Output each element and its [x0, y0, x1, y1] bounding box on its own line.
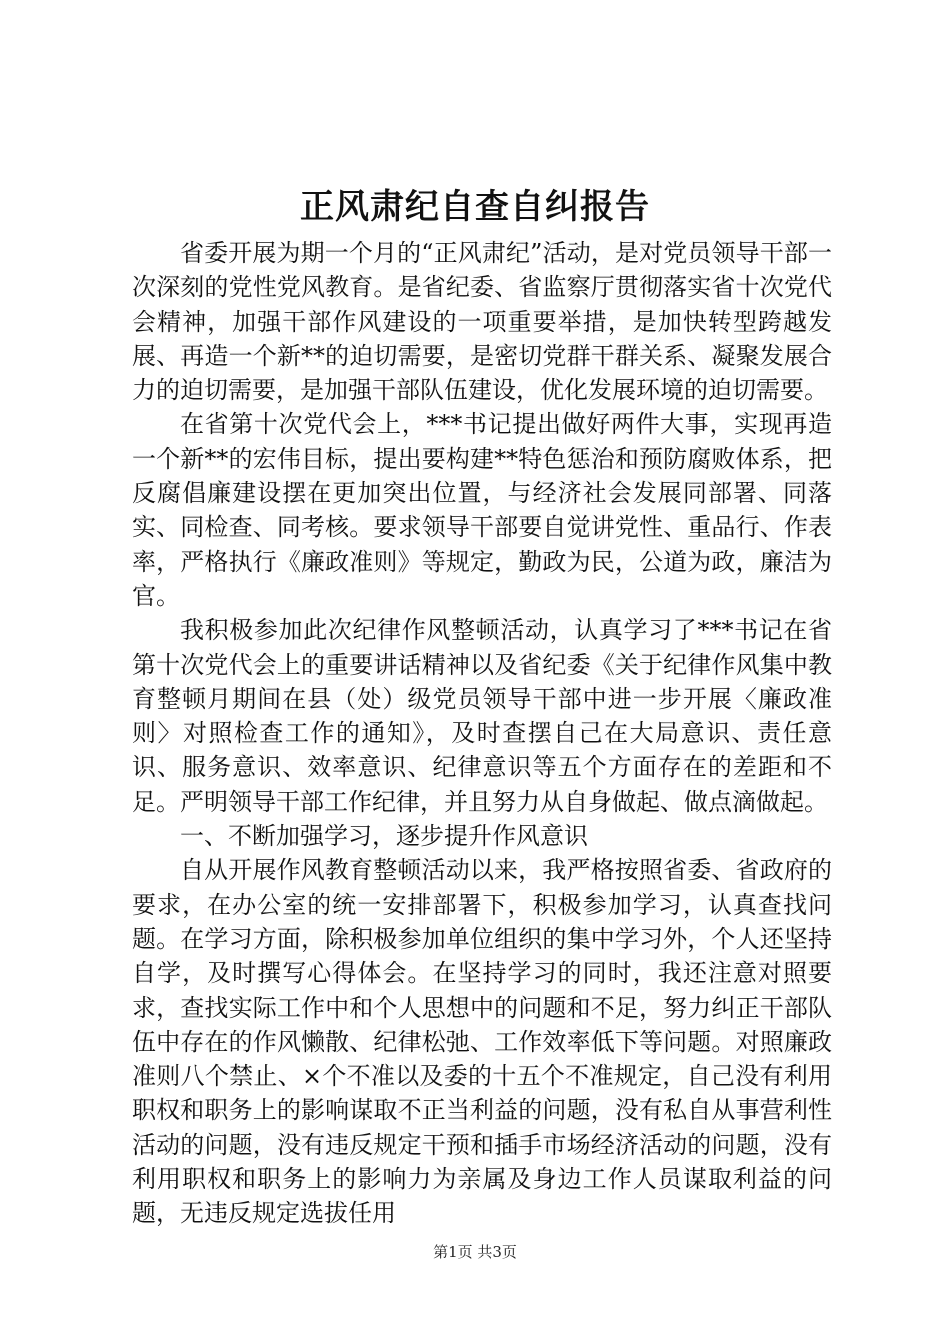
paragraph-4: 自从开展作风教育整顿活动以来，我严格按照省委、省政府的要求，在办公室的统一安排部署下，积极参加学习，认真查找问题。在学习方面，除积极参加单位组织的集中学习外，个人还坚持自学，及时撰写心得体会。在坚持学习的同时，我还注意对照要求，查找实际工作中和个人思想中的问题和不足，努力纠正干部队伍中存在的作风懒散、纪律松弛、工作效率低下等问题。对照廉政准则八个禁止、×个不准以及委的十五个不准规定，自己没有利用职权和职务上的影响谋取不正当利益的问题，没有私自从事营利性活动的问题，没有违反规定干预和插手市场经济活动的问题，没有利用职权和职务上的影响力为亲属及身边工作人员谋取利益的问题，无违反规定选拔任用 — [132, 856, 832, 1228]
document-title: 正风肃纪自查自纠报告 — [300, 187, 650, 227]
paragraph-1: 省委开展为期一个月的“正风肃纪”活动，是对党员领导干部一次深刻的党性党风教育。是省纪委、省监察厅贯彻落实省十次党代会精神，加强干部作风建设的一项重要举措，是加快转型跨越发展、再造一个新**的迫切需要，是密切党群干群关系、凝聚发展合力的迫切需要，是加强干部队伍建设，优化发展环境的迫切需要。 — [132, 239, 832, 405]
page-footer: 第1页 共3页 — [433, 1243, 517, 1261]
section-heading-1: 一、不断加强学习，逐步提升作风意识 — [180, 822, 588, 851]
paragraph-2: 在省第十次党代会上，***书记提出做好两件大事，实现再造一个新**的宏伟目标，提出要构建**特色惩治和预防腐败体系，把反腐倡廉建设摆在更加突出位置，与经济社会发展同部署、同落实、同检查、同考核。要求领导干部要自觉讲党性、重品行、作表率，严格执行《廉政准则》等规定，勤政为民，公道为政，廉洁为官。 — [132, 410, 832, 610]
paragraph-3: 我积极参加此次纪律作风整顿活动，认真学习了***书记在省第十次党代会上的重要讲话精神以及省纪委《关于纪律作风集中教育整顿月期间在县（处）级党员领导干部中进一步开展〈廉政准则〉对照检查工作的通知》，及时查摆自己在大局意识、责任意识、服务意识、效率意识、纪律意识等五个方面存在的差距和不足。严明领导干部工作纪律，并且努力从自身做起、做点滴做起。 — [132, 616, 832, 816]
document-body — [132, 236, 832, 1231]
